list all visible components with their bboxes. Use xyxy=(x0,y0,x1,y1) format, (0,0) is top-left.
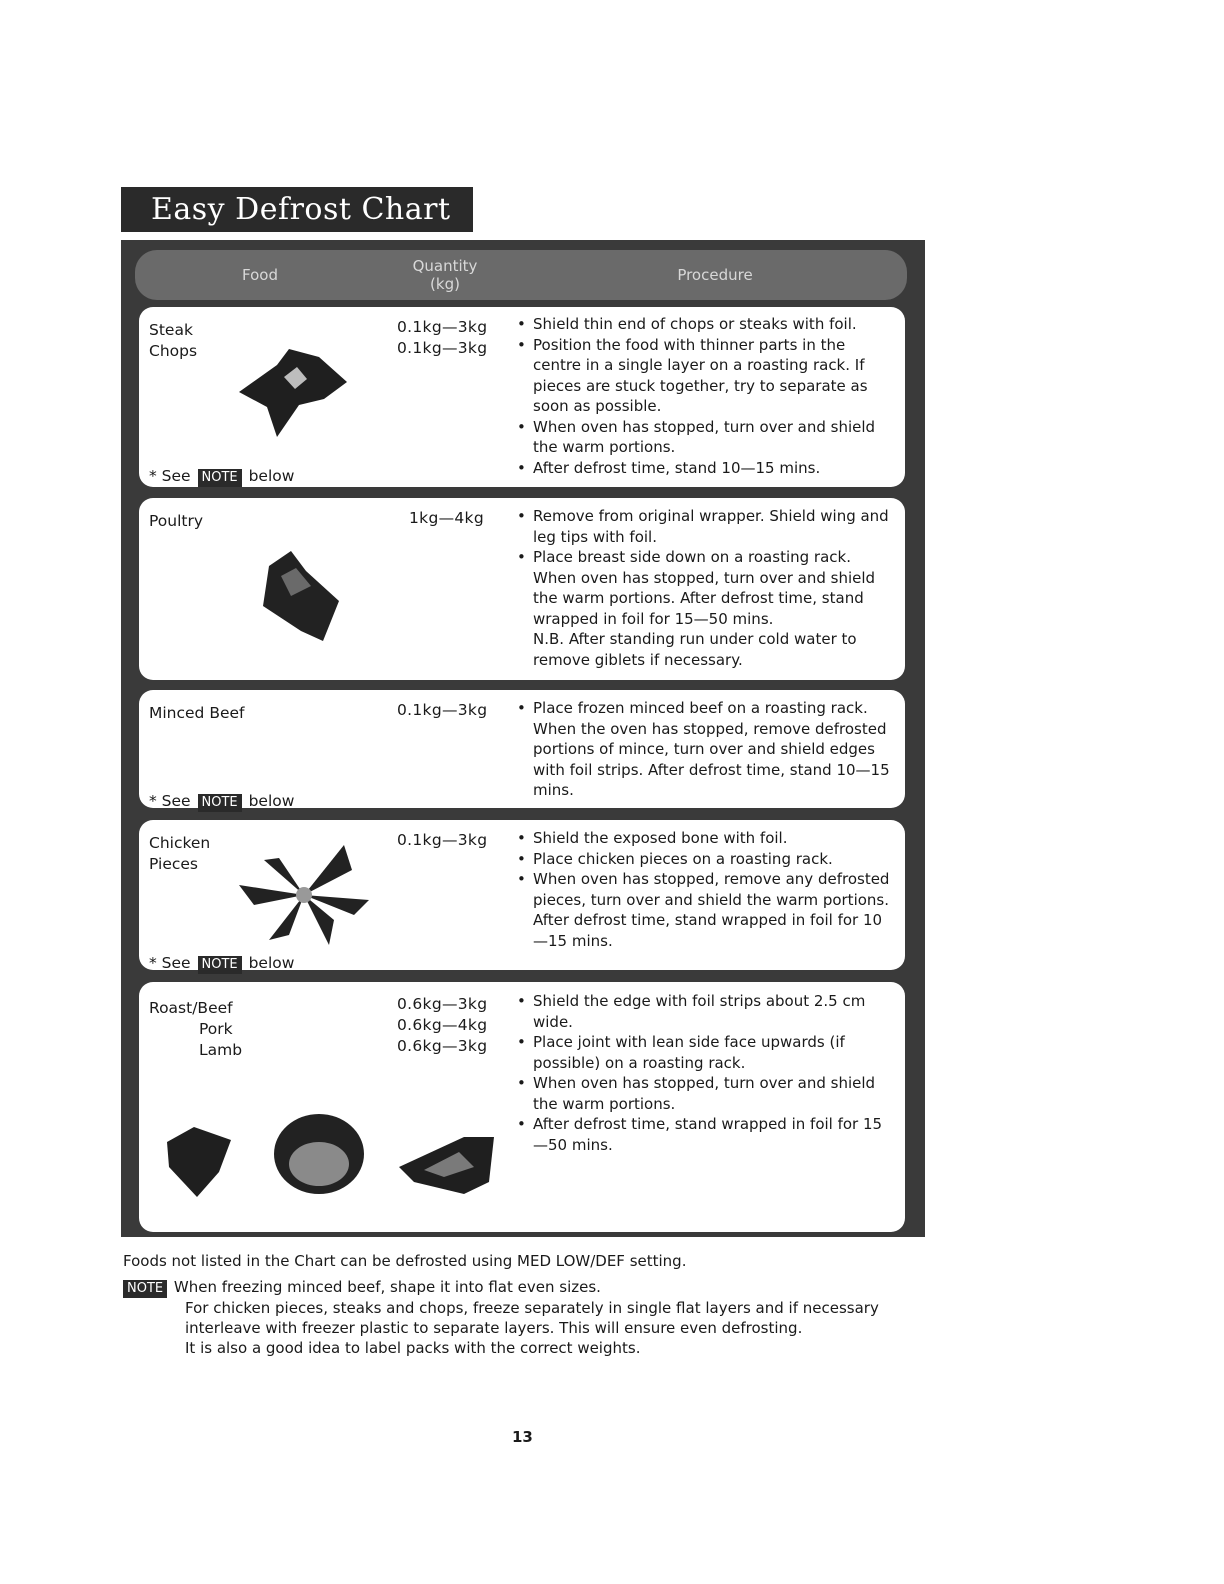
footer-note-block: NOTE When freezing minced beef, shape it into flat even sizes. For chicken pieces, steaks and chops, freeze separately in single flat layers and if necessary interleave with freezer plastic to separate layers. This will ensure even defrosting. It is also a good idea to label packs with the correct weights. xyxy=(123,1277,933,1358)
procedure-list: • Place frozen minced beef on a roasting rack. When the oven has stopped, remove defrosted portions of mince, turn over and shield edges with foil strips. After defrost time, stand 10—15 mins. xyxy=(517,698,897,801)
procedure-list: • Remove from original wrapper. Shield wing and leg tips with foil. • Place breast side down on a roasting rack. When oven has stopped, turn over and shield the warm portions. After defrost time, stand wrapped in foil for 15—50 mins. N.B. After standing run under cold water to remove giblets if necessary. xyxy=(517,506,897,670)
table-row xyxy=(139,690,905,808)
procedure-list: • Shield the exposed bone with foil. • Place chicken pieces on a roasting rack. • When oven has stopped, remove any defrosted pieces, turn over and shield the warm portions. After defrost time, stand wrapped in foil for 10—15 mins. xyxy=(517,828,897,951)
table-row xyxy=(139,982,905,1232)
note-tag: NOTE xyxy=(198,956,242,974)
food-name: Roast/Beef Pork Lamb xyxy=(149,999,243,1059)
food-name: Steak Chops xyxy=(149,321,198,360)
header-procedure: Procedure xyxy=(677,266,753,284)
header-food: Food xyxy=(242,266,278,284)
see-note: * See NOTE below xyxy=(149,467,295,485)
note-tag: NOTE xyxy=(123,1280,167,1298)
pork-icon xyxy=(269,1109,369,1199)
food-name: Poultry xyxy=(149,512,204,530)
steak-chops-icon xyxy=(229,337,359,442)
note-tag: NOTE xyxy=(198,469,242,487)
lamb-icon xyxy=(394,1132,504,1197)
chicken-pieces-icon xyxy=(234,840,374,950)
chart-title: Easy Defrost Chart xyxy=(151,192,451,227)
quantity: 0.1kg—3kg xyxy=(397,831,488,849)
chart-title-bar xyxy=(121,187,473,232)
procedure-list: • Shield thin end of chops or steaks with foil. • Position the food with thinner parts in the centre in a single layer on a roasting rack. If pieces are stuck together, try to separate as soon as possible. • When oven has stopped, turn over and shield the warm portions. • After defrost time, stand 10—15 mins. xyxy=(517,314,897,478)
quantity: 0.1kg—3kg 0.1kg—3kg xyxy=(397,318,488,357)
poultry-icon xyxy=(251,546,351,651)
procedure-list: • Shield the edge with foil strips about 2.5 cm wide. • Place joint with lean side face upwards (if possible) on a roasting rack. • When oven has stopped, turn over and shield the warm portions. • After defrost time, stand wrapped in foil for 15—50 mins. xyxy=(517,991,897,1155)
food-name: Minced Beef xyxy=(149,704,245,722)
page-number: 13 xyxy=(512,1428,533,1446)
chart-header xyxy=(135,250,907,300)
quantity: 1kg—4kg xyxy=(409,509,484,527)
header-quantity: Quantity (kg) xyxy=(412,257,478,293)
quantity: 0.6kg—3kg 0.6kg—4kg 0.6kg—3kg xyxy=(397,995,488,1055)
roast-beef-icon xyxy=(159,1122,239,1202)
see-note: * See NOTE below xyxy=(149,792,295,810)
quantity: 0.1kg—3kg xyxy=(397,701,488,719)
food-name: Chicken Pieces xyxy=(149,834,211,873)
table-row xyxy=(139,498,905,680)
see-note: * See NOTE below xyxy=(149,954,295,972)
table-row xyxy=(139,307,905,487)
table-row xyxy=(139,820,905,970)
footer-general-note: Foods not listed in the Chart can be defrosted using MED LOW/DEF setting. xyxy=(123,1252,687,1270)
note-tag: NOTE xyxy=(198,794,242,812)
